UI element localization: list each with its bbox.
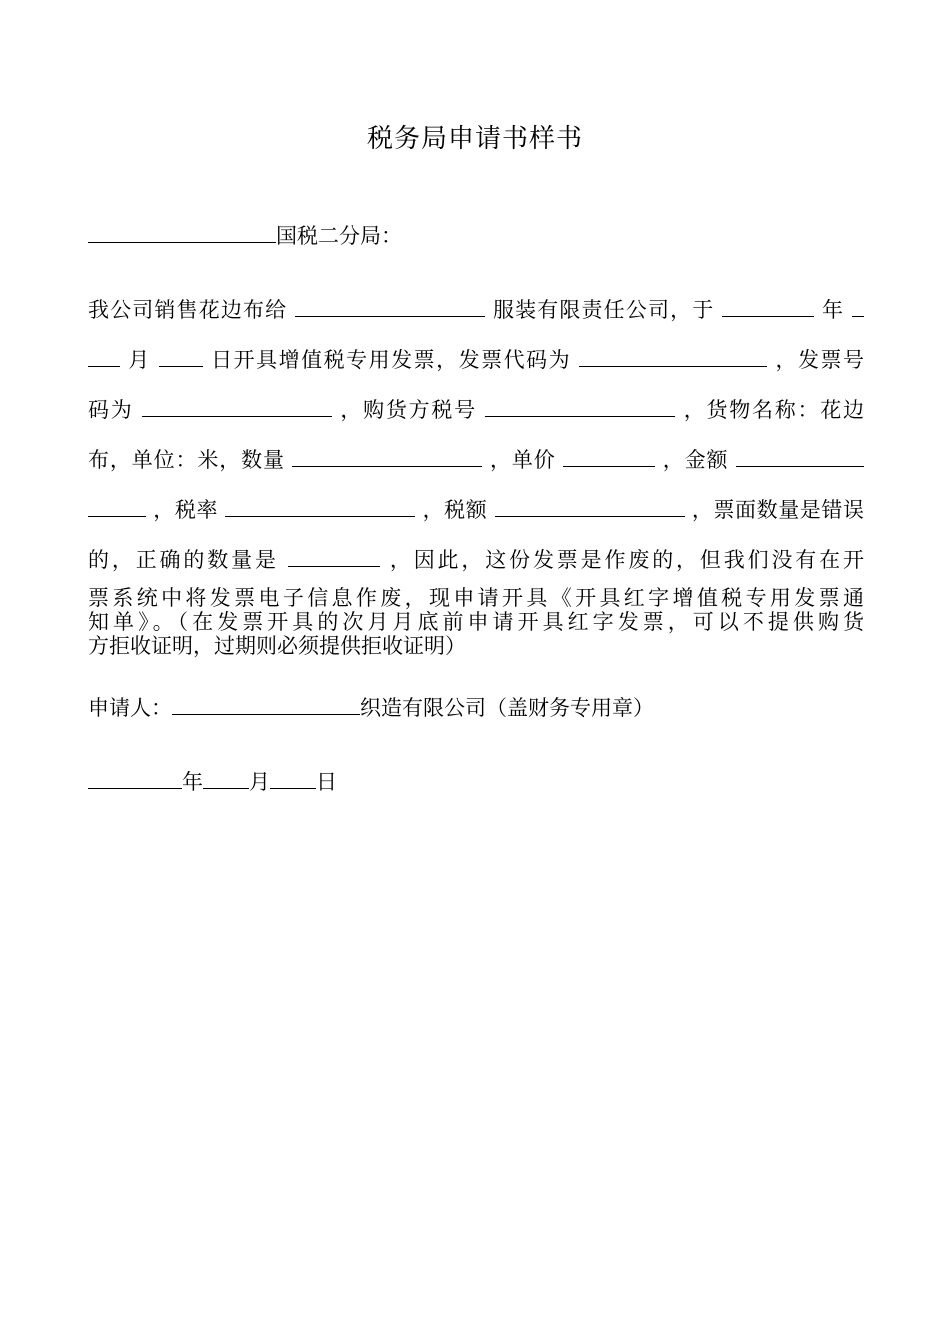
applicant-line (88, 694, 864, 722)
month-label: 月 (249, 770, 270, 794)
day-label: 日 (316, 770, 337, 794)
applicant-label: 申请人： (88, 696, 172, 720)
day-blank[interactable] (159, 346, 203, 367)
body-text: 日开具增值税专用发票，发票代码为 (211, 348, 572, 372)
date-year-blank[interactable] (88, 768, 182, 789)
body-line-3 (88, 396, 864, 424)
body-line-5 (88, 496, 864, 524)
correct-quantity-blank[interactable] (288, 546, 380, 567)
date-month-blank[interactable] (203, 768, 249, 789)
applicant-suffix: 织造有限公司（盖财务专用章） (360, 696, 654, 720)
body-text: 的，正确的数量是 (88, 548, 279, 572)
month-blank-end[interactable] (88, 346, 120, 367)
body-text: 年 (822, 298, 845, 322)
body-text: 月 (128, 348, 151, 372)
buyer-company-blank[interactable] (295, 296, 485, 317)
body-text: 服装有限责任公司，于 (492, 298, 715, 322)
unit-price-blank[interactable] (563, 446, 655, 467)
body-text: ，发票号 (775, 348, 865, 372)
body-line-6 (88, 546, 864, 574)
date-day-blank[interactable] (270, 768, 316, 789)
body-text: 布，单位：米，数量 (88, 448, 285, 472)
body-text: ，税率 (153, 498, 219, 522)
date-line (88, 768, 864, 796)
invoice-number-blank[interactable] (142, 396, 332, 417)
quantity-blank[interactable] (292, 446, 482, 467)
year-blank[interactable] (722, 296, 814, 317)
bureau-blank[interactable] (88, 222, 276, 243)
year-label: 年 (182, 770, 203, 794)
body-text: 方拒收证明，过期则必须提供拒收证明） (88, 634, 466, 658)
body-text: 知单》。（在发票开具的次月月底前申请开具红字发票，可以不提供购货 (88, 610, 864, 634)
applicant-company-blank[interactable] (172, 694, 360, 715)
body-text: 票系统中将发票电子信息作废，现申请开具《开具红字增值税专用发票通 (88, 586, 864, 610)
body-text: ，票面数量是错误 (691, 498, 864, 522)
body-line-1 (88, 296, 864, 324)
salutation-line (88, 222, 864, 250)
body-line-4 (88, 446, 864, 474)
body-text: 码为 (88, 398, 134, 422)
buyer-tax-id-blank[interactable] (485, 396, 675, 417)
tax-amount-blank[interactable] (495, 496, 685, 517)
amount-blank-start[interactable] (736, 446, 864, 467)
body-text: ，购货方税号 (340, 398, 477, 422)
body-text: 我公司销售花边布给 (88, 298, 288, 322)
month-blank-start[interactable] (852, 296, 864, 317)
invoice-code-blank[interactable] (579, 346, 767, 367)
body-text: ，因此，这份发票是作废的，但我们没有在开 (389, 548, 864, 572)
document-title: 税务局申请书样书 (366, 124, 583, 154)
body-text: ，税额 (422, 498, 488, 522)
body-line-9 (88, 632, 864, 660)
body-line-2 (88, 346, 864, 374)
salutation-text: 国税二分局： (276, 224, 402, 248)
amount-blank-end[interactable] (88, 496, 146, 517)
body-text: ，金额 (662, 448, 729, 472)
tax-rate-blank[interactable] (225, 496, 415, 517)
body-text: ，单价 (490, 448, 556, 472)
body-text: ，货物名称：花边 (683, 398, 864, 422)
